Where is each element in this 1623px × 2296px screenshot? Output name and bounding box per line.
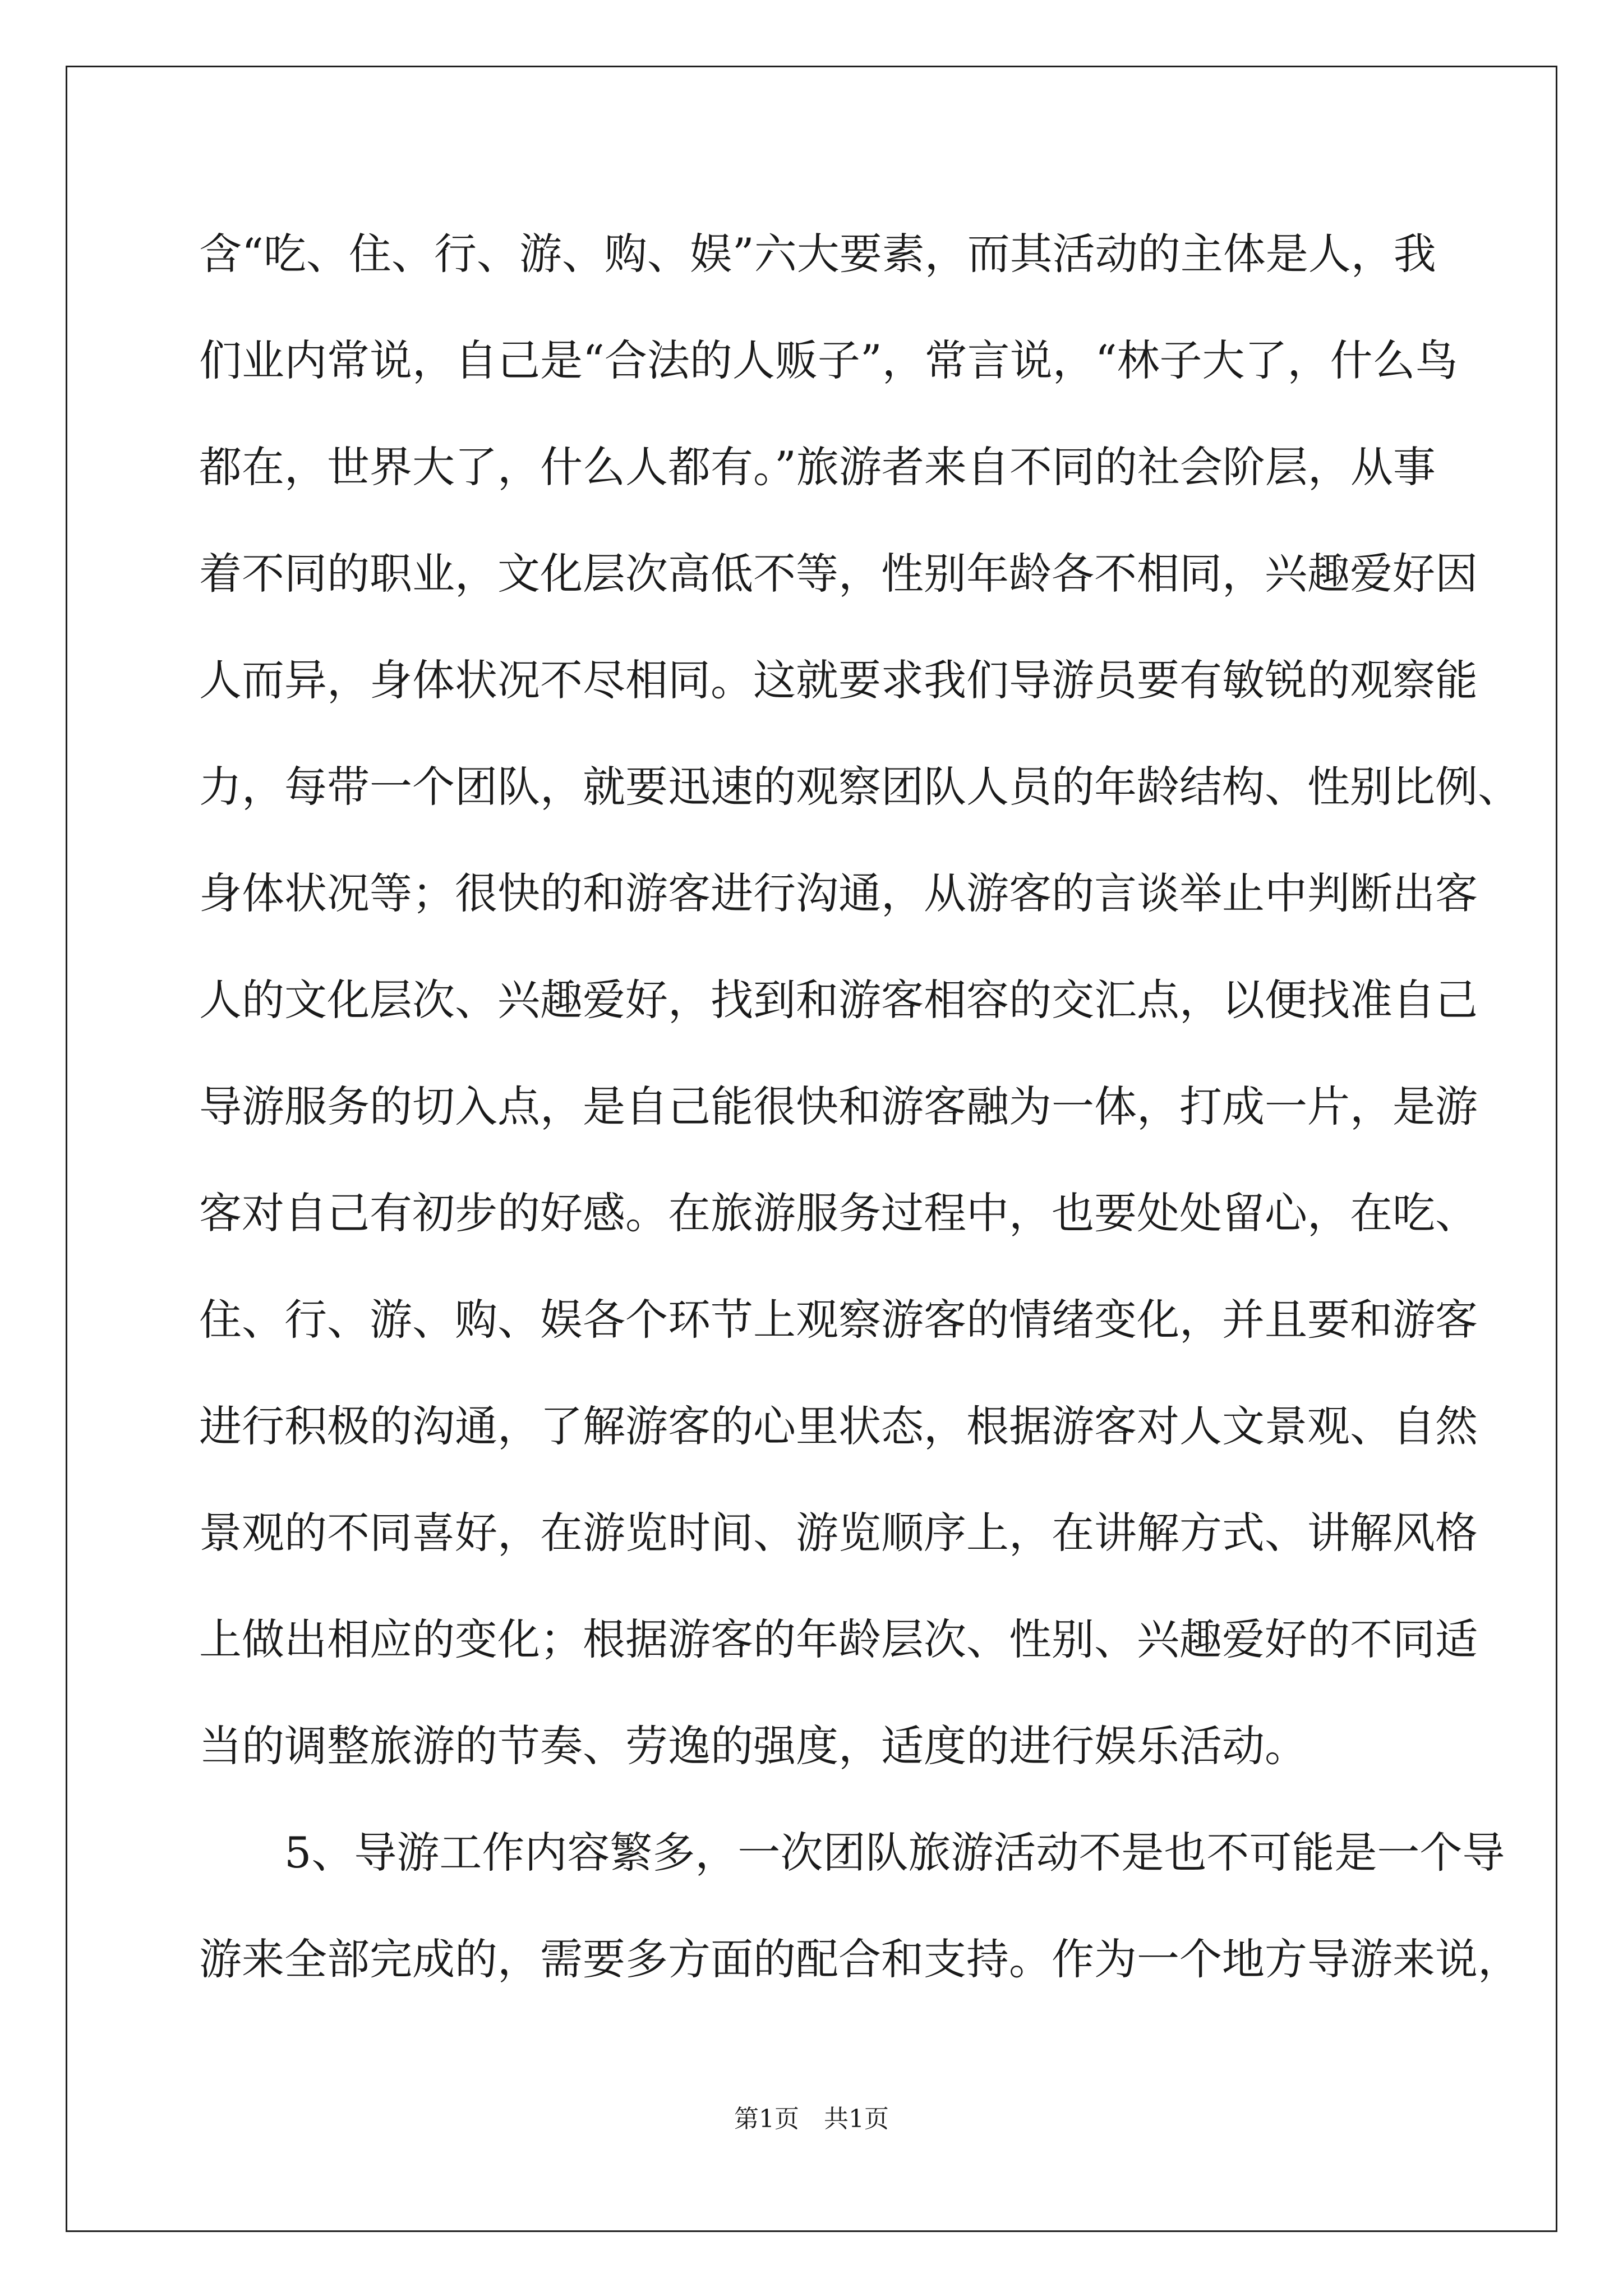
text-line: 景观的不同喜好，在游览时间、游览顺序上，在讲解方式、讲解风格: [199, 1508, 1478, 1558]
text-line: 人而异，身体状况不尽相同。这就要求我们导游员要有敏锐的观察能: [199, 655, 1478, 705]
text-line: 着不同的职业，文化层次高低不等，性别年龄各不相同，兴趣爱好因: [199, 549, 1478, 599]
text-line: 客对自己有初步的好感。在旅游服务过程中，也要处处留心，在吃、: [199, 1188, 1478, 1238]
text-line: 游来全部完成的，需要多方面的配合和支持。作为一个地方导游来说，: [199, 1934, 1520, 1984]
text-line: 含“吃、住、行、游、购、娱”六大要素，而其活动的主体是人，我: [199, 229, 1436, 279]
text-line: 身体状况等；很快的和游客进行沟通，从游客的言谈举止中判断出客: [199, 868, 1478, 918]
text-line: 当的调整旅游的节奏、劳逸的强度，适度的进行娱乐活动。: [199, 1721, 1307, 1771]
text-line: 住、行、游、购、娱各个环节上观察游客的情绪变化，并且要和游客: [199, 1295, 1478, 1345]
page-border: [66, 66, 1557, 2232]
text-line: 5、导游工作内容繁多，一次团队旅游活动不是也不可能是一个导: [199, 1828, 1505, 1878]
text-line: 导游服务的切入点，是自己能很快和游客融为一体，打成一片，是游: [199, 1082, 1478, 1131]
text-line: 人的文化层次、兴趣爱好，找到和游客相容的交汇点，以便找准自己: [199, 975, 1478, 1025]
text-line: 们业内常说，自己是“合法的人贩子”，常言说，“林子大了，什么鸟: [199, 335, 1458, 385]
text-line: 都在，世界大了，什么人都有。”旅游者来自不同的社会阶层，从事: [199, 442, 1436, 492]
text-line: 力，每带一个团队，就要迅速的观察团队人员的年龄结构、性别比例、: [199, 762, 1520, 812]
text-line: 上做出相应的变化；根据游客的年龄层次、性别、兴趣爱好的不同适: [199, 1614, 1478, 1664]
page-footer: 第1页 共1页: [734, 2105, 889, 2133]
text-line: 进行积极的沟通，了解游客的心里状态，根据游客对人文景观、自然: [199, 1401, 1478, 1451]
